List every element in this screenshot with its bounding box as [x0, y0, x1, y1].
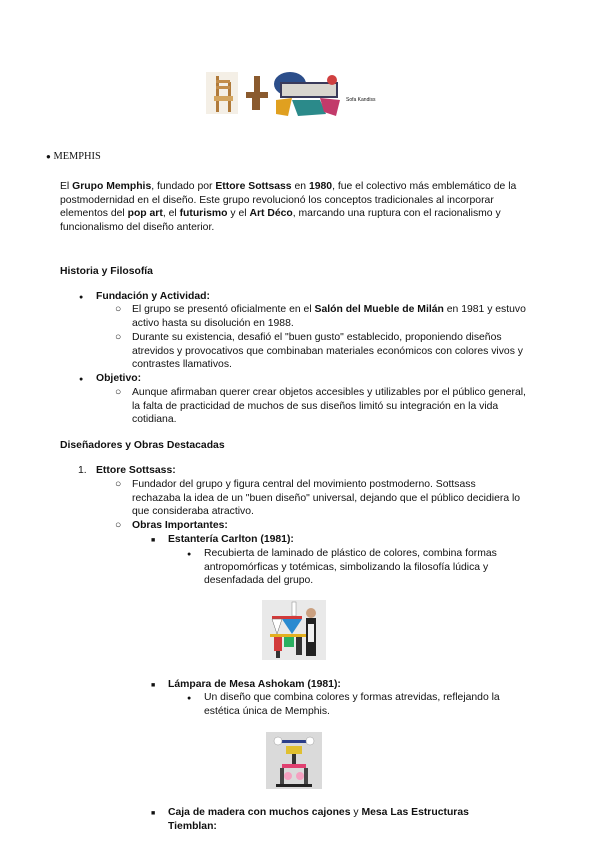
foundation-item-2: Durante su existencia, desafió el "buen gusto" establecido, proponiendo diseños atrevidos y provocativos que combinaban materiales económicos con colores vivos y contrastes llamativos.	[132, 332, 523, 371]
history-heading: Historia y Filosofía	[60, 266, 153, 277]
list-number: 1.	[78, 465, 87, 476]
chair-photo	[206, 72, 238, 114]
foundation-label: Fundación y Actividad:	[96, 291, 210, 302]
circle-bullet: ○	[115, 479, 122, 490]
dot-bullet: ●	[187, 551, 192, 558]
sofa-kandiss-photo	[274, 70, 342, 118]
page-title: MEMPHIS	[53, 151, 101, 162]
carlton-bookcase-photo	[262, 600, 326, 660]
work-2-description: Un diseño que combina colores y formas atrevidas, reflejando la estética única de Memphis.	[204, 692, 500, 717]
dot-bullet: ●	[187, 695, 192, 702]
work-1-title: Estantería Carlton (1981):	[168, 534, 294, 545]
circle-bullet: ○	[115, 304, 122, 315]
designers-heading: Diseñadores y Obras Destacadas	[60, 440, 225, 451]
circle-bullet: ○	[115, 332, 122, 343]
work-2-title: Lámpara de Mesa Ashokam (1981):	[168, 679, 341, 690]
work-1-description: Recubierta de laminado de plástico de colores, combina formas antropomórficas y totémicas, simbolizando la filosofía lúdica y desenfadada del grupo.	[204, 548, 497, 587]
square-bullet: ■	[151, 682, 156, 689]
square-bullet: ■	[151, 810, 156, 817]
intro-paragraph: El Grupo Memphis, fundado por Ettore Sottsass en 1980, fue el colectivo más emblemático de la postmodernidad en el diseño. Este grupo revolucionó los conceptos tradicionales al incorporar elementos del pop art, el futurismo y el Art Déco, marcando una ruptura con el racionalismo y funcionalismo del diseño anterior.	[60, 181, 517, 233]
circle-bullet: ○	[115, 520, 122, 531]
section-title	[46, 150, 101, 164]
designer-name: Ettore Sottsass:	[96, 465, 176, 476]
work-3-title: Caja de madera con muchos cajones y Mesa Las Estructuras Tiemblan:	[168, 807, 469, 832]
foundation-item-1: El grupo se presentó oficialmente en el Salón del Mueble de Milán en 1981 y estuvo activo hasta su disolución en 1988.	[132, 304, 526, 329]
works-label: Obras Importantes:	[132, 520, 228, 531]
circle-bullet: ○	[115, 387, 122, 398]
sofa-caption: Sofa Kandiss	[346, 97, 376, 103]
zigzag-chair-photo	[242, 72, 272, 114]
objective-item-1: Aunque afirmaban querer crear objetos accesibles y utilizables por el público general, la falta de practicidad de muchos de sus diseños limitó su integración en la vida cotidiana.	[132, 387, 526, 426]
dot-bullet: ●	[79, 294, 84, 301]
grupo-memphis: Grupo Memphis	[72, 181, 152, 192]
square-bullet: ■	[151, 537, 156, 544]
ashokam-lamp-photo	[266, 732, 322, 789]
section-bullet: ●	[46, 152, 51, 161]
objective-label: Objetivo:	[96, 373, 142, 384]
designer-description: Fundador del grupo y figura central del movimiento postmoderno. Sottsass rechazaba la idea de un "buen diseño" universal, dejando que el público decidiera lo que consideraba atractivo.	[132, 479, 521, 518]
dot-bullet: ●	[79, 376, 84, 383]
